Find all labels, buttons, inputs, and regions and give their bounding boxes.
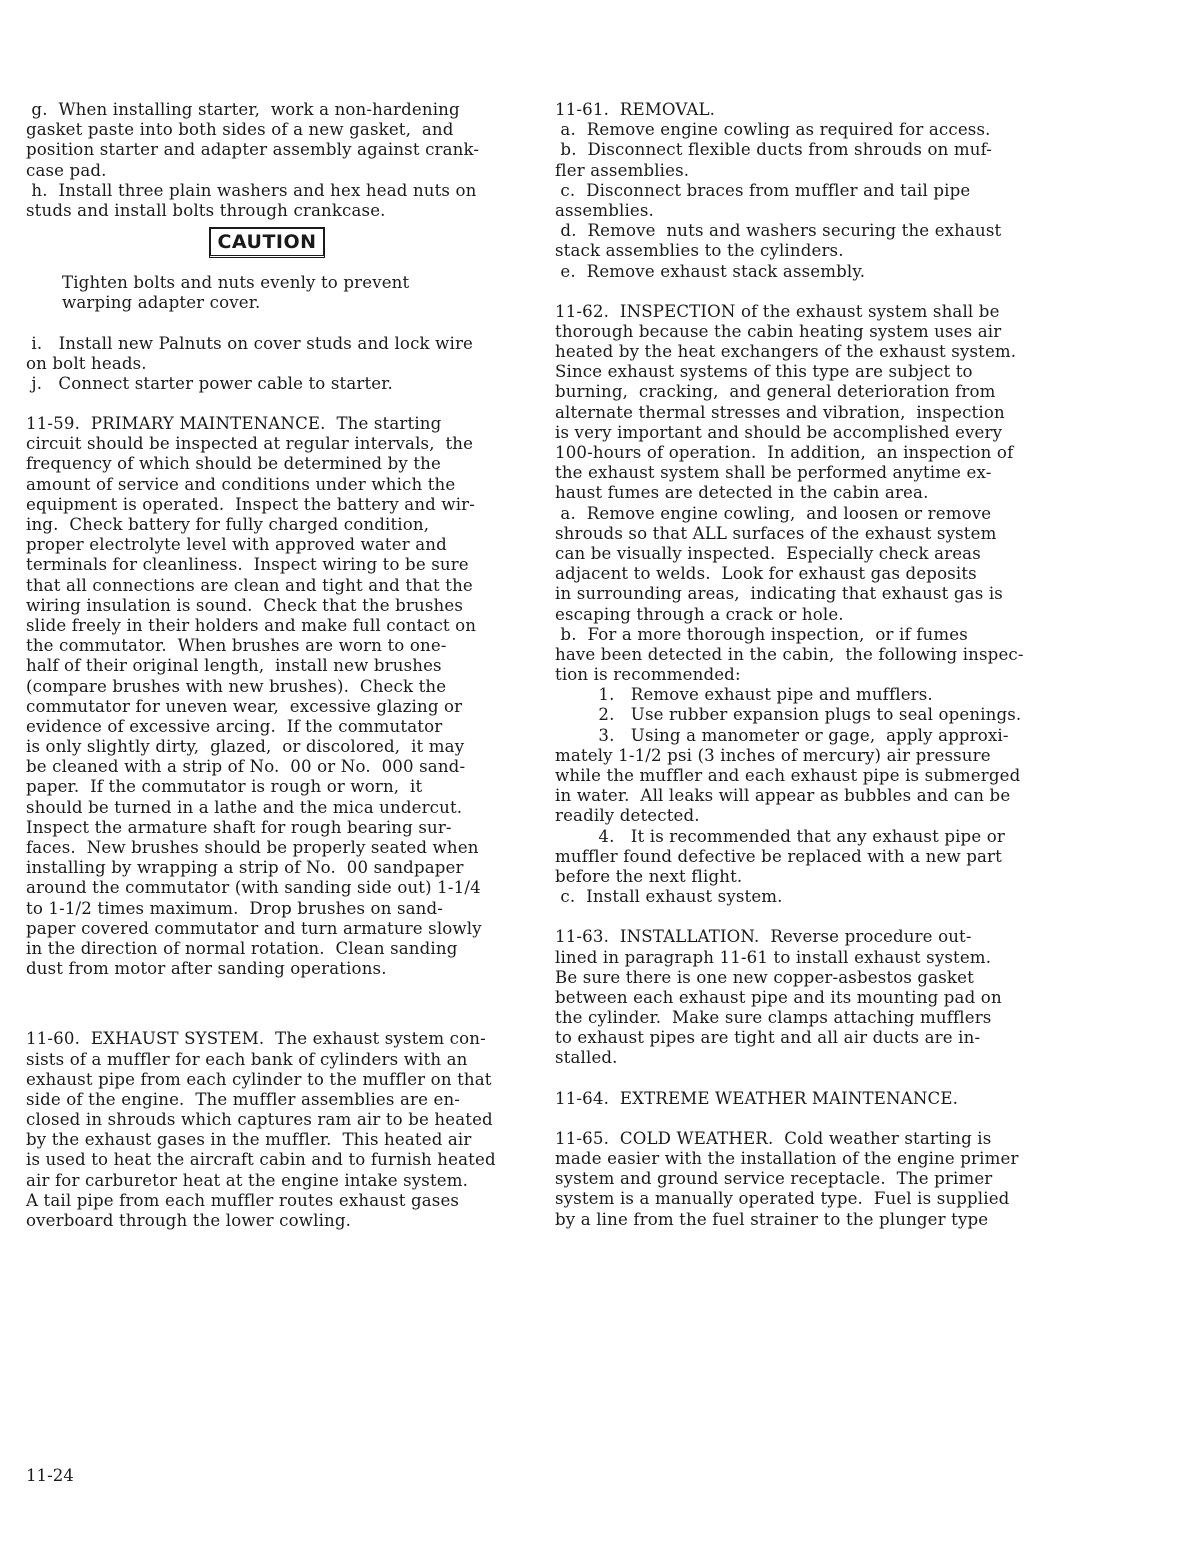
spacer <box>555 1109 1045 1129</box>
text-line: c. Disconnect braces from muffler and tail pipe <box>555 180 971 200</box>
caution-label: CAUTION <box>209 227 324 258</box>
text-line: frequency of which should be determined by the <box>26 454 441 474</box>
text-line: warping adapter cover. <box>62 293 261 313</box>
text-line: Inspect the armature shaft for rough bearing sur- <box>26 817 452 837</box>
text-line: Be sure there is one new copper-asbestos gasket <box>555 967 974 987</box>
text-line: 1. Remove exhaust pipe and mufflers. <box>555 685 933 705</box>
text-line: that all connections are clean and tight and that the <box>26 575 473 595</box>
text-line: A tail pipe from each muffler routes exhaust gases <box>26 1190 460 1210</box>
text-line: 11-62. INSPECTION of the exhaust system shall be <box>555 301 1000 321</box>
text-line: around the commutator (with sanding side out) 1-1/4 <box>26 878 481 898</box>
text-line: have been detected in the cabin, the following inspec- <box>555 644 1024 664</box>
spacer <box>555 1069 1045 1089</box>
text-line: shrouds so that ALL surfaces of the exhaust system <box>555 523 997 543</box>
text-line: escaping through a crack or hole. <box>555 604 844 624</box>
text-line: sists of a muffler for each bank of cylinders with an <box>26 1049 468 1069</box>
text-line: is only slightly dirty, glazed, or discolored, it may <box>26 737 465 757</box>
text-line: i. Install new Palnuts on cover studs and lock wire <box>26 333 474 353</box>
text-line: readily detected. <box>555 806 700 826</box>
text-line: mately 1-1/2 psi (3 inches of mercury) air pressure <box>555 745 991 765</box>
caution-header <box>26 221 508 271</box>
text-line: heated by the heat exchangers of the exhaust system. <box>555 342 1017 362</box>
text-line: b. For a more thorough inspection, or if fumes <box>555 624 968 644</box>
text-line: j. Connect starter power cable to starter. <box>26 373 393 393</box>
text-line: between each exhaust pipe and its mounting pad on <box>555 987 1002 1007</box>
text-line: side of the engine. The muffler assemblies are en- <box>26 1089 461 1109</box>
spacer <box>26 394 508 414</box>
text-line: c. Install exhaust system. <box>555 887 783 907</box>
text-line: lined in paragraph 11-61 to install exhaust system. <box>555 947 992 967</box>
text-line: studs and install bolts through crankcase. <box>26 200 386 220</box>
text-line: be cleaned with a strip of No. 00 or No. 000 sand- <box>26 757 466 777</box>
text-line: is very important and should be accomplished every <box>555 422 1003 442</box>
text-line: d. Remove nuts and washers securing the exhaust <box>555 221 1002 241</box>
paragraph-i <box>26 334 508 374</box>
text-line: (compare brushes with new brushes). Check the <box>26 676 447 696</box>
text-line: fler assemblies. <box>555 160 690 180</box>
spacer <box>555 907 1045 927</box>
text-line: 2. Use rubber expansion plugs to seal openings. <box>555 705 1022 725</box>
spacer <box>26 979 508 1029</box>
text-line: is used to heat the aircraft cabin and to furnish heated <box>26 1150 496 1170</box>
text-line: Tighten bolts and nuts evenly to prevent <box>62 273 410 293</box>
text-line: position starter and adapter assembly against crank- <box>26 140 480 160</box>
text-line: made easier with the installation of the engine primer <box>555 1149 1019 1168</box>
text-line: paper. If the commutator is rough or worn, it <box>26 777 423 797</box>
text-line: a. Remove engine cowling, and loosen or remove <box>555 503 992 523</box>
text-line: to 1-1/2 times maximum. Drop brushes on sand- <box>26 898 444 918</box>
text-line: a. Remove engine cowling as required for access. <box>555 120 991 140</box>
page-number: 11-24 <box>26 1466 74 1485</box>
text-line: stack assemblies to the cylinders. <box>555 241 844 261</box>
caution-text <box>26 273 508 313</box>
text-line: on bolt heads. <box>26 353 147 373</box>
text-line: assemblies. <box>555 200 654 220</box>
text-line: h. Install three plain washers and hex head nuts on <box>26 180 477 200</box>
text-line: e. Remove exhaust stack assembly. <box>555 261 866 281</box>
text-line: case pad. <box>26 160 107 180</box>
text-line: burning, cracking, and general deterioration from <box>555 382 996 402</box>
text-line: proper electrolyte level with approved water and <box>26 535 447 555</box>
text-line: stalled. <box>555 1048 618 1068</box>
text-line: 11-64. EXTREME WEATHER MAINTENANCE. <box>555 1088 959 1108</box>
text-line: the cylinder. Make sure clamps attaching mufflers <box>555 1008 992 1028</box>
paragraph-g <box>26 100 508 181</box>
text-line: 4. It is recommended that any exhaust pipe or <box>555 826 1005 846</box>
text-line: 3. Using a manometer or gage, apply approxi- <box>555 725 1009 745</box>
text-line: 11-59. PRIMARY MAINTENANCE. The starting <box>26 414 442 434</box>
text-line: by a line from the fuel strainer to the plunger type <box>555 1209 989 1229</box>
text-line: commutator for uneven wear, excessive glazing or <box>26 696 463 716</box>
paragraph-11-65-cold-weather <box>555 1129 1045 1230</box>
right-column <box>555 100 1045 1230</box>
text-line: air for carburetor heat at the engine intake system. <box>26 1170 469 1190</box>
text-line: muffler found defective be replaced with a new part <box>555 846 1002 866</box>
text-line: should be turned in a lathe and the mica undercut. <box>26 797 463 817</box>
text-line: b. Disconnect flexible ducts from shrouds on muf- <box>555 140 993 160</box>
text-line: overboard through the lower cowling. <box>26 1211 352 1230</box>
paragraph-11-63-installation <box>555 927 1045 1068</box>
text-line: exhaust pipe from each cylinder to the muffler on that <box>26 1069 492 1089</box>
text-line: paper covered commutator and turn armature slowly <box>26 918 482 938</box>
text-line: can be visually inspected. Especially check areas <box>555 543 981 563</box>
text-line: equipment is operated. Inspect the battery and wir- <box>26 494 476 514</box>
left-column <box>26 100 508 1231</box>
text-line: circuit should be inspected at regular intervals, the <box>26 434 474 454</box>
text-line: in water. All leaks will appear as bubbles and can be <box>555 786 1011 806</box>
text-line: amount of service and conditions under which the <box>26 474 456 494</box>
paragraph-11-59-primary-maintenance <box>26 414 508 979</box>
spacer <box>555 282 1045 302</box>
text-line: gasket paste into both sides of a new gasket, and <box>26 120 454 140</box>
text-line: ing. Check battery for fully charged condition, <box>26 515 430 534</box>
spacer <box>26 314 508 334</box>
text-line: adjacent to welds. Look for exhaust gas deposits <box>555 564 977 584</box>
text-line: in the direction of normal rotation. Clean sanding <box>26 938 458 958</box>
text-line: 11-63. INSTALLATION. Reverse procedure out- <box>555 927 972 947</box>
text-line: dust from motor after sanding operations. <box>26 959 387 979</box>
text-line: 11-61. REMOVAL. <box>555 100 716 119</box>
text-line: before the next flight. <box>555 866 743 886</box>
text-line: evidence of excessive arcing. If the commutator <box>26 716 443 736</box>
text-line: by the exhaust gases in the muffler. This heated air <box>26 1130 472 1150</box>
text-line: haust fumes are detected in the cabin area. <box>555 483 929 503</box>
paragraph-11-61-removal <box>555 100 1045 282</box>
text-line: wiring insulation is sound. Check that the brushes <box>26 595 463 615</box>
text-line: tion is recommended: <box>555 665 741 685</box>
text-line: slide freely in their holders and make full contact on <box>26 615 477 635</box>
text-line: alternate thermal stresses and vibration, inspection <box>555 402 1005 422</box>
text-line: 11-60. EXHAUST SYSTEM. The exhaust system con- <box>26 1029 486 1049</box>
text-line: in surrounding areas, indicating that exhaust gas is <box>555 584 1003 604</box>
text-line: installing by wrapping a strip of No. 00 sandpaper <box>26 858 464 878</box>
paragraph-11-62-inspection <box>555 302 1045 908</box>
text-line: 11-65. COLD WEATHER. Cold weather starting is <box>555 1128 992 1148</box>
paragraph-11-60-exhaust-system <box>26 1029 508 1231</box>
text-line: system is a manually operated type. Fuel is supplied <box>555 1189 1010 1209</box>
paragraph-j <box>26 374 508 394</box>
text-line: closed in shrouds which captures ram air to be heated <box>26 1110 493 1130</box>
paragraph-11-64-extreme-weather <box>555 1089 1045 1109</box>
text-line: half of their original length, install new brushes <box>26 656 442 676</box>
text-line: to exhaust pipes are tight and all air ducts are in- <box>555 1028 981 1048</box>
text-line: thorough because the cabin heating system uses air <box>555 321 1002 341</box>
text-line: while the muffler and each exhaust pipe is submerged <box>555 766 1021 785</box>
paragraph-h <box>26 181 508 221</box>
text-line: g. When installing starter, work a non-hardening <box>26 100 460 119</box>
text-line: faces. New brushes should be properly seated when <box>26 838 479 857</box>
text-line: system and ground service receptacle. The primer <box>555 1169 993 1189</box>
text-line: Since exhaust systems of this type are subject to <box>555 362 973 382</box>
text-line: the exhaust system shall be performed anytime ex- <box>555 463 992 483</box>
text-line: terminals for cleanliness. Inspect wiring to be sure <box>26 555 469 575</box>
text-line: 100-hours of operation. In addition, an inspection of <box>555 443 1014 462</box>
text-line: the commutator. When brushes are worn to one- <box>26 636 447 656</box>
